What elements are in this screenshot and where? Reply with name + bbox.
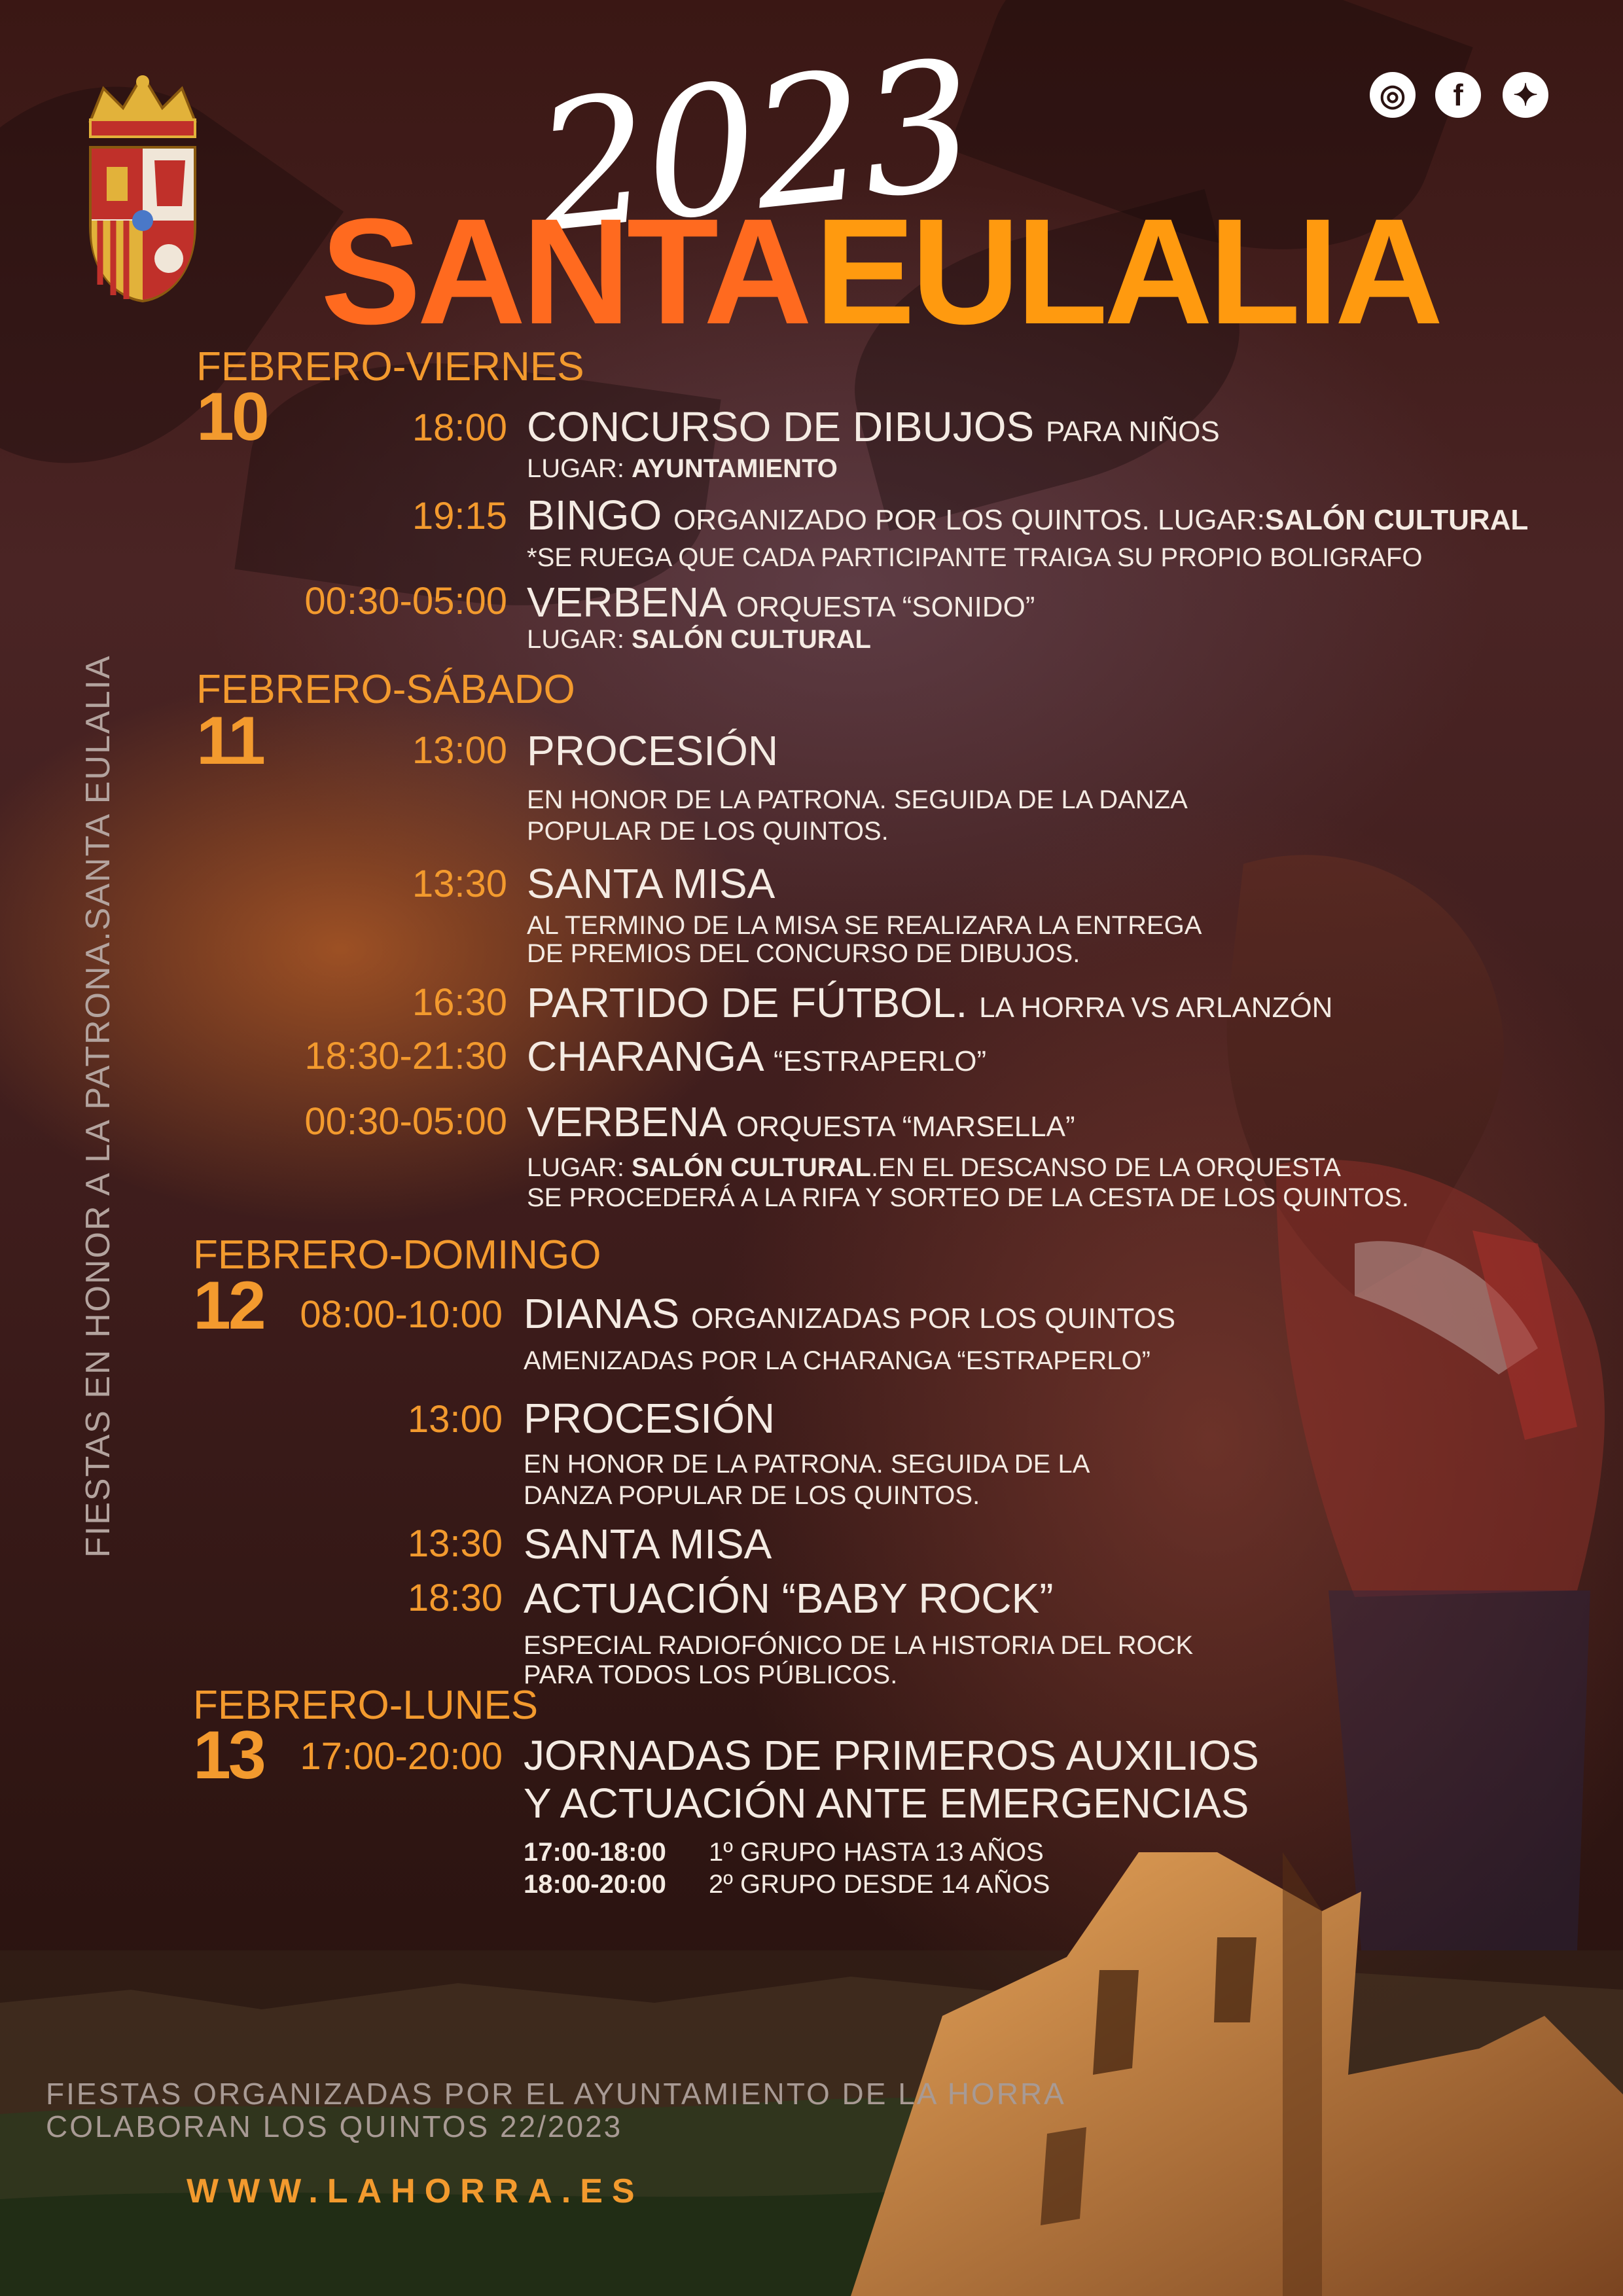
event-title-detail: “ESTRAPERLO”: [773, 1045, 987, 1077]
event-time: 19:15: [412, 495, 507, 537]
event-title: [527, 1098, 1075, 1145]
event-time: 13:30: [412, 863, 507, 905]
group-time: [524, 1837, 666, 1868]
group-time-value: 18:00-20:00: [524, 1870, 666, 1899]
event-time: 08:00-10:00: [300, 1293, 503, 1336]
event-title-detail: ORQUESTA “SONIDO”: [736, 591, 1035, 623]
poster-year: 2023: [527, 22, 980, 272]
event-title-location: SALÓN CULTURAL: [1264, 504, 1529, 536]
event-description: AL TERMINO DE LA MISA SE REALIZARA LA ENTREGA: [527, 911, 1202, 940]
event-time: 00:30-05:00: [304, 580, 507, 622]
desc-prefix: LUGAR:: [527, 625, 632, 654]
day-heading: FEBRERO-LUNES: [193, 1683, 539, 1728]
event-time: 00:30-05:00: [304, 1100, 507, 1143]
website-link[interactable]: WWW.LAHORRA.ES: [187, 2172, 644, 2210]
group-label: 1º GRUPO HASTA 13 AÑOS: [709, 1838, 1044, 1867]
event-title-detail: ORGANIZADO POR LOS QUINTOS. LUGAR:: [673, 504, 1265, 536]
event-title-main: CONCURSO DE DIBUJOS: [527, 403, 1035, 450]
event-description: EN HONOR DE LA PATRONA. SEGUIDA DE LA DANZA: [527, 785, 1188, 814]
instagram-icon[interactable]: ◎: [1370, 72, 1416, 118]
event-title: [527, 403, 1220, 450]
event-time: 16:30: [412, 981, 507, 1024]
event-description: ESPECIAL RADIOFÓNICO DE LA HISTORIA DEL ROCK: [524, 1631, 1194, 1660]
event-time: 18:30-21:30: [304, 1035, 507, 1077]
event-description: [527, 453, 838, 484]
event-title: PROCESIÓN: [524, 1395, 776, 1442]
event-title-line2: Y ACTUACIÓN ANTE EMERGENCIAS: [524, 1780, 1249, 1827]
desc-suffix: .EN EL DESCANSO DE LA ORQUESTA: [870, 1153, 1341, 1182]
facebook-icon[interactable]: f: [1435, 72, 1481, 118]
event-title: [524, 1290, 1176, 1337]
group-time: [524, 1869, 666, 1900]
event-time: 13:00: [407, 1398, 503, 1441]
event-description: POPULAR DE LOS QUINTOS.: [527, 817, 889, 846]
event-title: PROCESIÓN: [527, 727, 779, 774]
event-title: [527, 979, 1333, 1026]
poster-title-santa: SANTA: [321, 187, 809, 355]
day-number: 13: [193, 1717, 264, 1793]
event-description: AMENIZADAS POR LA CHARANGA “ESTRAPERLO”: [524, 1346, 1150, 1375]
group-time-value: 17:00-18:00: [524, 1838, 666, 1867]
event-title-main: CHARANGA: [527, 1033, 762, 1080]
footer-collaborators: COLABORAN LOS QUINTOS 22/2023: [46, 2109, 623, 2144]
event-time: 13:00: [412, 729, 507, 772]
event-title: ACTUACIÓN “BABY ROCK”: [524, 1575, 1054, 1622]
day-heading: FEBRERO-DOMINGO: [193, 1232, 601, 1278]
event-title: SANTA MISA: [527, 860, 776, 907]
day-number: 12: [193, 1268, 264, 1344]
event-time: 17:00-20:00: [300, 1735, 503, 1778]
event-title: JORNADAS DE PRIMEROS AUXILIOS: [524, 1732, 1259, 1779]
event-title-main: VERBENA: [527, 1098, 725, 1145]
day-number: 11: [196, 703, 263, 779]
event-title: [527, 1033, 987, 1080]
event-title: [527, 492, 1529, 539]
event-title-main: VERBENA: [527, 579, 725, 626]
footer-organizers: FIESTAS ORGANIZADAS POR EL AYUNTAMIENTO DE LA HORRA: [46, 2077, 1066, 2111]
day-heading: FEBRERO-SÁBADO: [196, 667, 575, 712]
event-description: *SE RUEGA QUE CADA PARTICIPANTE TRAIGA SU PROPIO BOLIGRAFO: [527, 543, 1423, 572]
desc-location: SALÓN CULTURAL: [632, 1153, 871, 1182]
event-description: [527, 624, 871, 655]
event-title-detail: ORQUESTA “MARSELLA”: [736, 1111, 1075, 1143]
church-tower: [851, 1852, 1623, 2296]
event-title-main: PARTIDO DE FÚTBOL.: [527, 979, 968, 1026]
day-number: 10: [196, 379, 267, 455]
event-time: 13:30: [407, 1522, 503, 1565]
event-title-detail: PARA NIÑOS: [1045, 416, 1220, 448]
vertical-side-text: FIESTAS EN HONOR A LA PATRONA.SANTA EULALIA: [79, 655, 117, 1558]
desc-location: AYUNTAMIENTO: [632, 454, 838, 483]
event-title-detail: ORGANIZADAS POR LOS QUINTOS: [691, 1302, 1176, 1335]
event-description: PARA TODOS LOS PÚBLICOS.: [524, 1660, 898, 1689]
desc-location: SALÓN CULTURAL: [632, 625, 871, 654]
event-title-main: BINGO: [527, 492, 662, 539]
event-description: EN HONOR DE LA PATRONA. SEGUIDA DE LA: [524, 1450, 1090, 1479]
event-title: SANTA MISA: [524, 1520, 772, 1568]
event-title: [527, 579, 1035, 626]
poster-title-eulalia: EULALIA: [815, 187, 1440, 355]
twitter-icon[interactable]: ✦: [1503, 72, 1548, 118]
group-label: 2º GRUPO DESDE 14 AÑOS: [709, 1870, 1050, 1899]
event-description: DE PREMIOS DEL CONCURSO DE DIBUJOS.: [527, 939, 1080, 968]
event-title-main: DIANAS: [524, 1290, 680, 1337]
event-title-detail: LA HORRA VS ARLANZÓN: [979, 992, 1333, 1024]
event-description: SE PROCEDERÁ A LA RIFA Y SORTEO DE LA CESTA DE LOS QUINTOS.: [527, 1183, 1409, 1212]
coat-of-arms-logo: [77, 75, 208, 304]
desc-prefix: LUGAR:: [527, 1153, 632, 1182]
event-description: DANZA POPULAR DE LOS QUINTOS.: [524, 1481, 980, 1510]
event-time: 18:30: [407, 1577, 503, 1619]
day-heading: FEBRERO-VIERNES: [196, 344, 584, 389]
desc-prefix: LUGAR:: [527, 454, 632, 483]
event-description: [527, 1152, 1341, 1183]
event-time: 18:00: [412, 406, 507, 449]
